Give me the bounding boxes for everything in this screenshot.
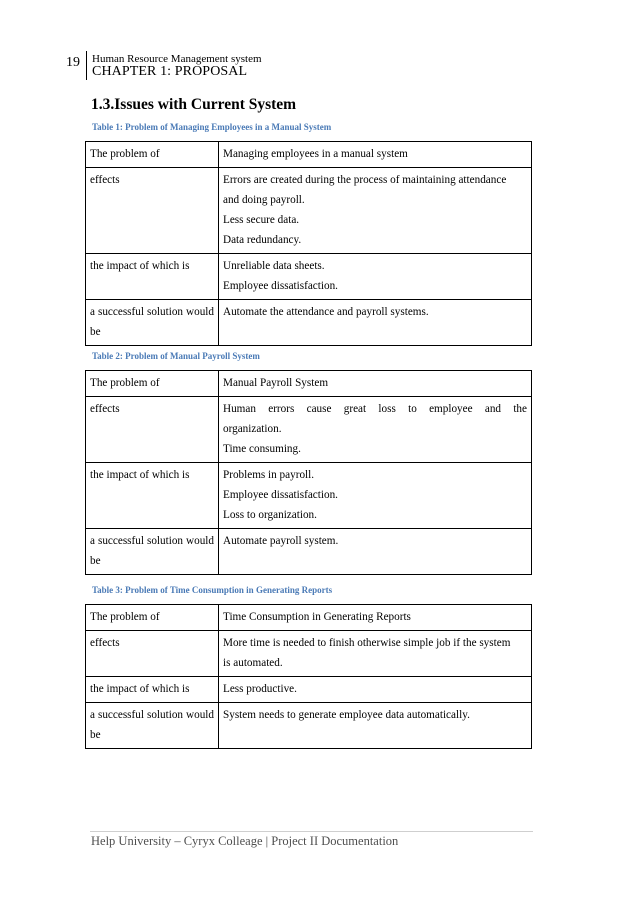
solution-label: a successful solution would be	[86, 300, 219, 346]
impact-line: Less productive.	[223, 683, 297, 695]
footer-text: Help University – Cyryx Colleage | Project II Documentation	[91, 834, 399, 848]
effects-line: Data redundancy.	[223, 234, 302, 246]
problem-value: Time Consumption in Generating Reports	[219, 605, 532, 631]
effects-line: Time consuming.	[223, 443, 301, 455]
impact-line: Unreliable data sheets.	[223, 260, 325, 272]
solution-value: System needs to generate employee data automatically.	[219, 703, 532, 749]
solution-label: a successful solution would be	[86, 703, 219, 749]
impact-label: the impact of which is	[86, 254, 219, 300]
table-row	[86, 529, 532, 575]
table-row	[86, 168, 532, 254]
effects-line: organization.	[223, 423, 282, 435]
table-caption: Table 2: Problem of Manual Payroll System	[92, 351, 260, 361]
solution-value: Automate the attendance and payroll systems.	[219, 300, 532, 346]
table-row	[86, 300, 532, 346]
page-number: 19	[66, 55, 80, 70]
problem-label: The problem of	[86, 605, 219, 631]
problem-label: The problem of	[86, 371, 219, 397]
table-caption: Table 1: Problem of Managing Employees in a Manual System	[92, 122, 332, 132]
impact-label: the impact of which is	[86, 463, 219, 529]
effects-line: Errors are created during the process of maintaining attendance	[223, 174, 507, 186]
table-row	[86, 254, 532, 300]
effects-line: More time is needed to finish otherwise simple job if the system	[223, 637, 511, 649]
problem-table	[85, 141, 532, 346]
table-row	[86, 631, 532, 677]
effects-line: and doing payroll.	[223, 194, 305, 206]
impact-line: Employee dissatisfaction.	[223, 280, 338, 292]
effects-line: Human errors cause great loss to employee and the	[223, 403, 527, 415]
header-divider	[86, 51, 87, 80]
table-row	[86, 703, 532, 749]
effects-cell	[219, 168, 532, 254]
effects-label: effects	[86, 168, 219, 254]
table-caption: Table 3: Problem of Time Consumption in Generating Reports	[92, 585, 333, 595]
impact-line: Loss to organization.	[223, 509, 317, 521]
effects-cell	[219, 631, 532, 677]
impact-cell	[219, 254, 532, 300]
problem-value: Managing employees in a manual system	[219, 142, 532, 168]
table-row	[86, 605, 532, 631]
table-row	[86, 371, 532, 397]
problem-table	[85, 604, 532, 749]
impact-line: Employee dissatisfaction.	[223, 489, 338, 501]
impact-cell	[219, 677, 532, 703]
section-title: 1.3.Issues with Current System	[91, 96, 297, 113]
solution-label: a successful solution would be	[86, 529, 219, 575]
effects-line: Less secure data.	[223, 214, 300, 226]
header-system-name: Human Resource Management system	[92, 53, 262, 65]
impact-label: the impact of which is	[86, 677, 219, 703]
solution-value: Automate payroll system.	[219, 529, 532, 575]
effects-cell	[219, 397, 532, 463]
table-row	[86, 397, 532, 463]
table-row	[86, 677, 532, 703]
problem-label: The problem of	[86, 142, 219, 168]
problem-value: Manual Payroll System	[219, 371, 532, 397]
table-row	[86, 463, 532, 529]
problem-table	[85, 370, 532, 575]
impact-cell	[219, 463, 532, 529]
impact-line: Problems in payroll.	[223, 469, 315, 481]
effects-line: is automated.	[223, 657, 283, 669]
footer-divider	[90, 831, 533, 832]
effects-label: effects	[86, 397, 219, 463]
header-chapter: CHAPTER 1: PROPOSAL	[92, 64, 248, 79]
effects-label: effects	[86, 631, 219, 677]
table-row	[86, 142, 532, 168]
